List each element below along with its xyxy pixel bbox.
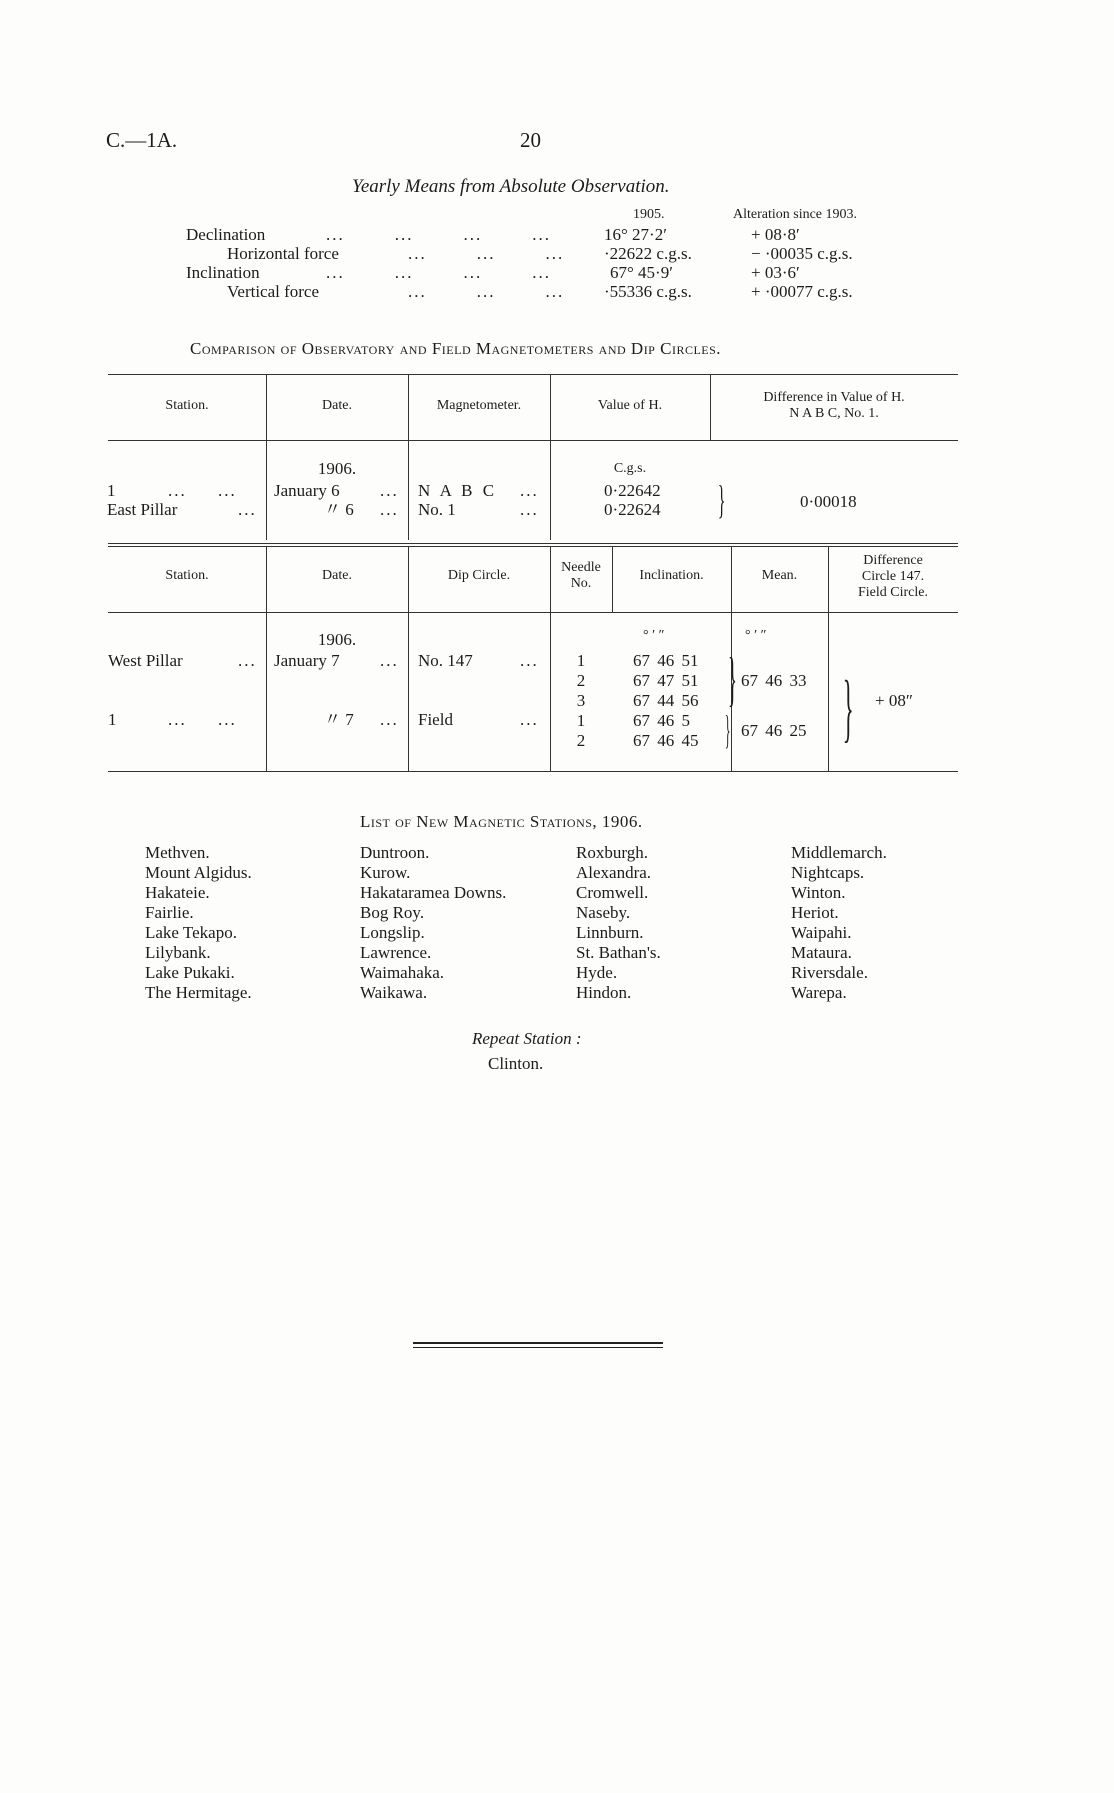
degree-marks: ° ′ ″: [745, 628, 767, 643]
yearly-means-title: Yearly Means from Absolute Observation.: [352, 176, 670, 197]
repeat-station-name: Clinton.: [488, 1054, 544, 1073]
page-number: 20: [520, 128, 541, 152]
list-item: Mount Algidus.: [145, 863, 252, 882]
list-item: Warepa.: [791, 983, 847, 1002]
header-magnetometer: Magnetometer.: [436, 398, 522, 413]
leader-dots: ...: [380, 710, 399, 729]
list-item: Roxburgh.: [576, 843, 648, 862]
header-mean: Mean.: [761, 568, 798, 583]
leader-dots: ... ... ...: [408, 244, 565, 263]
stations-column: [791, 843, 887, 1003]
list-item: Waimahaka.: [360, 963, 445, 982]
leader-dots: ... ...: [168, 481, 237, 500]
list-item: Lake Pukaki.: [145, 963, 235, 982]
header-difference-sub2: Field Circle.: [858, 585, 928, 600]
list-item: Alexandra.: [576, 863, 652, 882]
yearly-alteration: + ·00077 c.g.s.: [751, 282, 853, 301]
leader-dots: ...: [380, 651, 399, 670]
header-dip-circle: Dip Circle.: [447, 568, 511, 583]
list-item: Lawrence.: [360, 943, 432, 962]
station-cell: East Pillar: [107, 500, 178, 519]
mean-cell: 67 46 25: [741, 721, 807, 740]
header-needle: Needle: [561, 560, 601, 575]
brace-icon: }: [724, 707, 731, 752]
brace-icon: }: [842, 666, 854, 750]
repeat-station-label: Repeat Station :: [472, 1029, 582, 1048]
header-date: Date.: [322, 398, 352, 413]
needle-cell: 1: [576, 711, 586, 730]
list-item: St. Bathan's.: [576, 943, 661, 962]
header-difference-sub: N A B C, No. 1.: [789, 406, 879, 421]
yearly-label: Inclination: [186, 263, 260, 282]
list-item: Nightcaps.: [791, 863, 865, 882]
list-item: Winton.: [791, 883, 846, 902]
table-rule: [108, 771, 958, 772]
list-item: Kurow.: [360, 863, 411, 882]
inclination-cell: 67 46 51: [633, 651, 699, 670]
date-cell: January 6: [274, 481, 340, 500]
table-rule: [108, 374, 958, 375]
table-rule: [108, 546, 958, 547]
list-item: Waikawa.: [360, 983, 428, 1002]
degree-marks: ° ′ ″: [643, 628, 665, 643]
stations-column: [576, 843, 661, 1003]
stations-list-title: List of New Magnetic Stations, 1906.: [360, 812, 643, 831]
inclination-cell: 67 44 56: [633, 691, 699, 710]
list-item: Naseby.: [576, 903, 631, 922]
list-item: Duntroon.: [360, 843, 430, 862]
yearly-value: 16° 27·2′: [604, 225, 667, 244]
yearly-value: ·55336 c.g.s.: [604, 282, 692, 301]
magnetometer-cell: No. 1: [418, 500, 456, 519]
list-item: Mataura.: [791, 943, 852, 962]
header-difference: Difference: [863, 553, 923, 568]
station-cell: West Pillar: [108, 651, 183, 670]
date-cell: January 7: [274, 651, 340, 670]
year-label: 1906.: [317, 459, 357, 478]
brace-icon: }: [728, 646, 737, 712]
date-cell: 〃 6: [324, 500, 354, 519]
header-difference-sub: Circle 147.: [861, 569, 925, 584]
inclination-cell: 67 47 51: [633, 671, 699, 690]
comparison-title: Comparison of Observatory and Field Magnetometers and Dip Circles.: [190, 339, 722, 358]
leader-dots: ...: [380, 481, 399, 500]
yearly-label: Vertical force: [227, 282, 320, 301]
list-item: Middlemarch.: [791, 843, 887, 862]
stations-column: [360, 843, 506, 1003]
header-difference: Difference in Value of H.: [763, 390, 905, 405]
difference-cell: 0·00018: [800, 492, 857, 511]
brace-icon: }: [717, 477, 726, 522]
header-date: Date.: [322, 568, 352, 583]
leader-dots: ... ... ... ...: [326, 225, 551, 244]
header-station: Station.: [165, 568, 209, 583]
needle-cell: 2: [576, 671, 586, 690]
yearly-alteration: + 03·6′: [751, 263, 800, 282]
list-item: The Hermitage.: [145, 983, 252, 1002]
date-cell: 〃 7: [324, 710, 354, 729]
yearly-label: Declination: [186, 225, 266, 244]
dip-circle-cell: No. 147: [418, 651, 473, 670]
leader-dots: ...: [520, 710, 539, 729]
yearly-value: 67° 45·9′: [610, 263, 673, 282]
table-rule: [108, 440, 958, 441]
list-item: Longslip.: [360, 923, 425, 942]
yearly-alteration: − ·00035 c.g.s.: [751, 244, 853, 263]
station-cell: 1: [107, 481, 116, 500]
magnetometer-cell: N A B C: [418, 481, 498, 500]
needle-cell: 2: [576, 731, 586, 750]
header-needle-sub: No.: [570, 576, 592, 591]
inclination-cell: 67 46 45: [633, 731, 699, 750]
list-item: Heriot.: [791, 903, 839, 922]
needle-cell: 1: [576, 651, 586, 670]
needle-cell: 3: [576, 691, 586, 710]
yearly-alteration: + 08·8′: [751, 225, 800, 244]
list-item: Linnburn.: [576, 923, 644, 942]
closing-rule: [413, 1347, 663, 1348]
list-item: Riversdale.: [791, 963, 868, 982]
header-inclination: Inclination.: [639, 568, 704, 583]
leader-dots: ...: [520, 651, 539, 670]
yearly-col-year: 1905.: [633, 207, 665, 222]
list-item: Fairlie.: [145, 903, 194, 922]
list-item: Cromwell.: [576, 883, 649, 902]
leader-dots: ...: [380, 500, 399, 519]
leader-dots: ...: [238, 651, 257, 670]
list-item: Bog Roy.: [360, 903, 425, 922]
leader-dots: ... ... ...: [408, 282, 565, 301]
dip-circle-cell: Field: [418, 710, 453, 729]
list-item: Hakateie.: [145, 883, 210, 902]
difference-cell: + 08″: [875, 691, 913, 710]
table-rule: [108, 543, 958, 544]
inclination-cell: 67 46 5: [633, 711, 690, 730]
list-item: Lilybank.: [145, 943, 211, 962]
year-label: 1906.: [317, 630, 357, 649]
header-value-h: Value of H.: [597, 398, 663, 413]
yearly-col-alteration: Alteration since 1903.: [733, 207, 858, 222]
closing-rule: [413, 1342, 663, 1344]
yearly-value: ·22622 c.g.s.: [604, 244, 692, 263]
list-item: Waipahi.: [791, 923, 852, 942]
header-station: Station.: [165, 398, 209, 413]
stations-column: [145, 843, 252, 1003]
leader-dots: ... ...: [168, 710, 237, 729]
leader-dots: ... ... ... ...: [326, 263, 551, 282]
list-item: Hyde.: [576, 963, 618, 982]
table-rule: [108, 612, 958, 613]
unit-label: C.g.s.: [613, 461, 647, 476]
list-item: Lake Tekapo.: [145, 923, 237, 942]
value-cell: 0·22642: [604, 481, 661, 500]
leader-dots: ...: [520, 500, 539, 519]
value-cell: 0·22624: [604, 500, 661, 519]
list-item: Hindon.: [576, 983, 632, 1002]
list-item: Hakataramea Downs.: [360, 883, 507, 902]
leader-dots: ...: [520, 481, 539, 500]
document-code: C.—1A.: [106, 128, 178, 152]
mean-cell: 67 46 33: [741, 671, 807, 690]
leader-dots: ...: [238, 500, 257, 519]
station-cell: 1: [108, 710, 117, 729]
yearly-label: Horizontal force: [227, 244, 339, 263]
list-item: Methven.: [145, 843, 210, 862]
